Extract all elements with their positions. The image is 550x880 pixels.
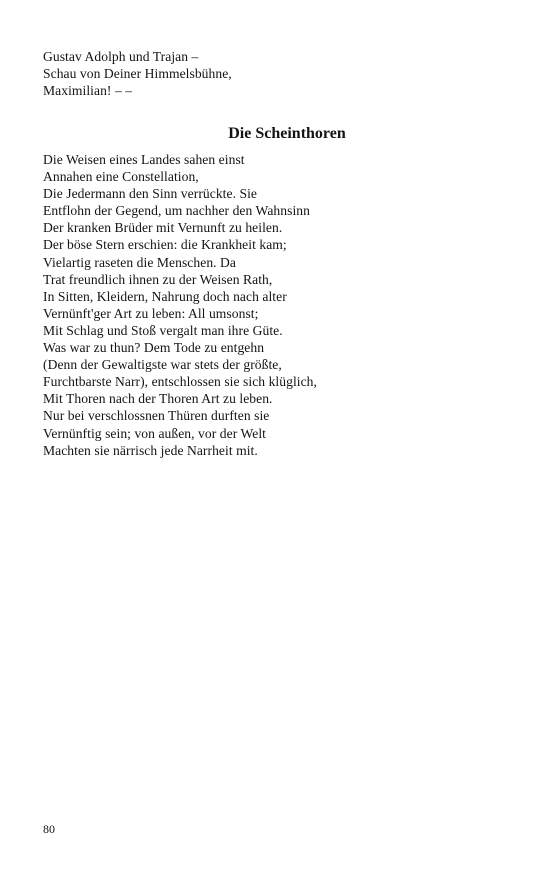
verse-line: Der böse Stern erschien: die Krankheit kam; [43,237,287,253]
verse-line: Trat freundlich ihnen zu der Weisen Rath, [43,271,273,287]
verse-line: Schau von Deiner Himmelsbühne, [43,66,232,82]
verse-line: Die Weisen eines Landes sahen einst [43,152,245,167]
verse-line: Maximilian! – – [43,83,133,99]
verse-line: Furchtbarste Narr), entschlossen sie sich klüglich, [43,374,317,390]
verse-line: Mit Thoren nach der Thoren Art zu leben. [43,391,273,407]
verse-line: Nur bei verschlossnen Thüren durften sie [43,408,270,424]
verse-line: (Denn der Gewaltigste war stets der größte, [43,357,282,373]
page-number: 80 [43,822,55,836]
poem-title: Die Scheinthoren [228,125,346,142]
verse-line: Was war zu thun? Dem Tode zu entgehn [43,340,265,356]
verse-line: Vielartig raseten die Menschen. Da [43,254,237,270]
verse-line: Annahen eine Constellation, [43,169,199,185]
verse-line: Machten sie närrisch jede Narrheit mit. [43,442,258,458]
previous-poem-ending [43,48,513,99]
verse-line: Mit Schlag und Stoß vergalt man ihre Güte. [43,322,283,338]
verse-line: Die Jedermann den Sinn verrückte. Sie [43,186,257,202]
verse-line: Entflohn der Gegend, um nachher den Wahnsinn [43,203,310,219]
verse-line: Der kranken Brüder mit Vernunft zu heilen. [43,220,283,236]
verse-line: In Sitten, Kleidern, Nahrung doch nach alter [43,288,287,304]
verse-line: Gustav Adolph und Trajan – [43,49,199,64]
verse-line: Vernünftig sein; von außen, vor der Welt [43,425,267,441]
verse-line: Vernünft'ger Art zu leben: All umsonst; [43,305,259,321]
poem-body [43,151,513,459]
